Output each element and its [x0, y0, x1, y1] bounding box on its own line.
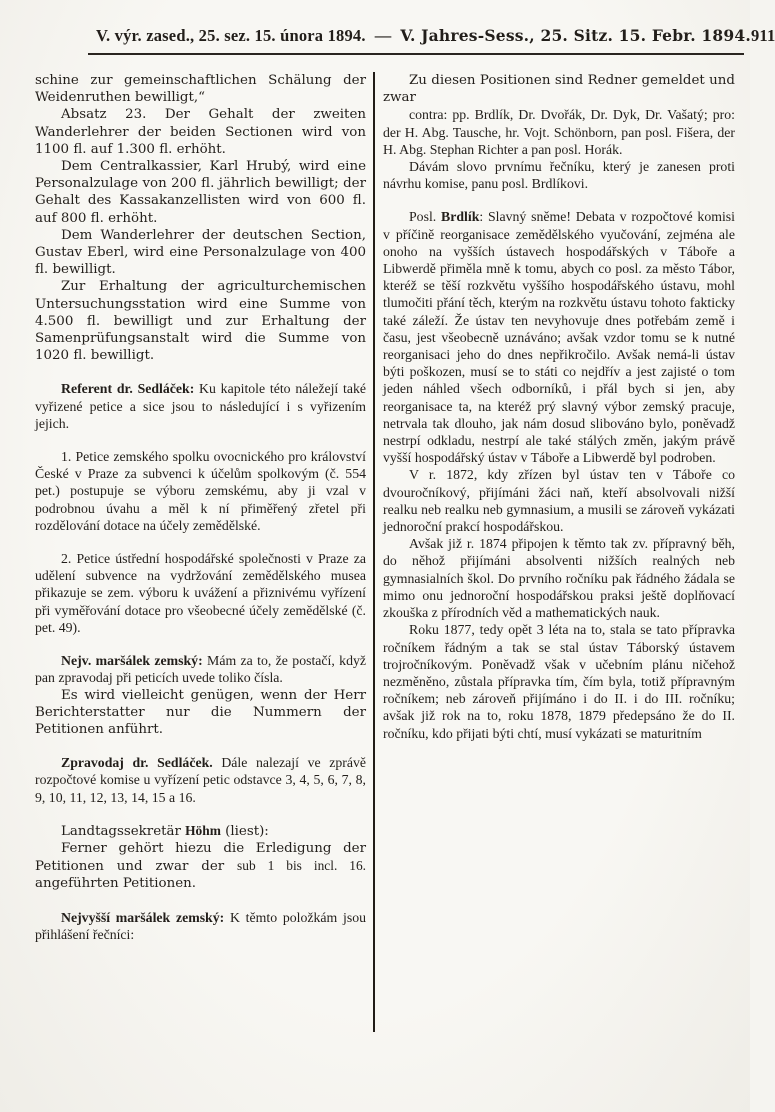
speaker-name: Nejv. maršálek zemský:: [61, 653, 203, 669]
text-run: Dále nalezají ve zprávě rozpočtové komise u vyřízení petic odstavce 3, 4, 5, 6, 7, 8, 9, 10, 11, 12, 13, 14, 15 a 16.: [35, 755, 366, 805]
paragraph: [35, 652, 366, 686]
text-run: Ferner gehört hiezu die Erledigung der Petitionen und zwar der: [35, 840, 366, 875]
text-run: V r. 1872, kdy zřízen byl ústav ten v Táboře co dvouročníkový, přijímáni žáci naň, kteří absolvovali nižší realku neb realku neb gymnasium, a musili se zároveň vykázati jednoroční prakcí hospodářskou.: [383, 467, 735, 535]
speaker-name: Höhm: [185, 822, 221, 838]
text-run: (liest):: [220, 823, 269, 839]
text-run: Dávám slovo prvnímu řečníku, který je zanesen proti návrhu komise, panu posl. Brdlíkovi.: [383, 159, 735, 192]
paragraph: [35, 687, 366, 739]
paragraph: [35, 227, 366, 279]
header-german-date: V. Jahres-Sess., 25. Sitz. 15. Febr. 1894.: [400, 26, 751, 45]
text-run: Landtagssekretär: [61, 823, 186, 839]
text-run: angeführten Petitionen.: [35, 876, 197, 892]
text-run: 2. Petice ústřední hospodářské společnosti v Praze za udělení subvence na vydržování zemědělského musea přikazuje se zem. výboru k uvážení a přiznivému vyřízení při vyměřování dotace pro všeobecné účely zemědělské (č. pet. 49).: [35, 551, 366, 635]
text-run: Posl.: [409, 209, 442, 225]
text-run: Dem Wanderlehrer der deutschen Section, Gustav Eberl, wird eine Personalzulage von 400 fl. bewilligt.: [35, 227, 366, 278]
paragraph: [383, 208, 735, 466]
paragraph: [383, 158, 735, 192]
paragraph: [383, 466, 735, 535]
header-czech-date: V. výr. zased., 25. sez. 15. února 1894.: [96, 26, 366, 45]
text-run: Es wird vielleicht genügen, wenn der Herr Berichterstatter nur die Nummern der Petitionen anführt.: [35, 687, 366, 737]
paragraph: [35, 909, 366, 943]
text-run: schine zur gemeinschaftlichen Schälung der Weidenruthen bewilligt,“: [35, 73, 366, 106]
paragraph: [35, 158, 366, 227]
right-column: [375, 72, 735, 1032]
speaker-name: Zpravodaj dr. Sedláček.: [61, 755, 213, 771]
paragraph: [35, 448, 366, 534]
text-run: Zu diesen Positionen sind Redner gemeldet und zwar: [383, 73, 735, 106]
paragraph: [35, 754, 366, 806]
paragraph: [35, 72, 366, 106]
header-separator: —: [374, 26, 392, 45]
text-run: 1. Petice zemského spolku ovocnického pro království České v Praze za subvenci k účelům spolkovým (č. 554 pet.) postupuje se výboru zemskému, aby ji vzal v podrobnou úvahu a měl k ní přiměřený zřetel při rozdělování dotace na účely zemědělské.: [35, 449, 366, 533]
paragraph: [35, 840, 366, 893]
paragraph: [35, 106, 366, 158]
text-run: sub 1 bis incl. 16.: [237, 858, 366, 874]
page-number: 911: [750, 26, 775, 45]
paragraph: [35, 822, 366, 840]
text-run: : Slavný sněme! Debata v rozpočtové komisi v příčině reorganisace zemědělského vyučování, zejména ale onoho na vyšších ústavech hospodářských v Táboře a Libwerdě přiměla mně k tomu, abych co posl. za město Tábor, kteréž se těší rozkvětu vyššího hospodářského ústavu, mohl tlumočiti přání těch, kterým na rozkvětu ústavu tohoto fakticky také záleží. Že ústav ten nevyhovuje dnes potřebám země i času, jest všeobecně uznáváno; avšak vzdor tomu se k nutné reorganisaci jeho do dnes nepřikročilo. Avšak nemá-li ústav býti poškozen, musí se to státi co nejdřív a jest zajisté o tom jeden náhled všech odborníků, i přál bych si jen, aby reorganisace ta, na kteréž prý slavný výbor zemský pracuje, netrvala tak dlouho, jak nám dosud slibováno bylo, poněvadž nestrpí odkladu, nestrpí ale také stálých změn, jakým právě vyšší hospodářský ústav v Táboře a Libwerdě byl podroben.: [383, 209, 735, 466]
speaker-name: Referent dr. Sedláček:: [61, 381, 195, 397]
paragraph: [35, 278, 366, 364]
text-columns: [35, 72, 735, 1032]
text-run: Roku 1877, tedy opět 3 léta na to, stala se tato přípravka ročníkem řádným a tak se stal ústav Táborský ústavem trojročníkovým. Poněvadž však v učebním plánu ničehož nezměněno, zůstala přípravka tím, čím byla, totiž přípravným ročníkem; neb zároveň přijímáno i do II. i do III. ročníku; avšak již rok na to, roku 1878, 1879 předepsáno že do II. ročníku, kdo přijati býti chtí, musí vykázati se maturitním: [383, 622, 735, 741]
text-run: Ku kapitole této náležejí také vyřizené petice a sice jsou to následující i s vyřizením jejich.: [35, 381, 366, 431]
paragraph: [35, 550, 366, 636]
speaker-name: Brdlík: [441, 209, 480, 225]
page-header: [96, 26, 775, 46]
text-run: Mám za to, že postačí, když pan zpravodaj při peticích uvede toliko čísla.: [35, 653, 367, 686]
text-run: Zur Erhaltung der agriculturchemischen Untersuchungsstation wird eine Summe von 4.500 fl. bewilligt und zur Erhaltung der Samenprüfungsanstalt wird die Summe von 1020 fl. bewilligt.: [35, 279, 366, 364]
header-rule: [88, 53, 744, 55]
speaker-name: Nejvyšší maršálek zemský:: [61, 909, 225, 925]
text-run: contra: pp. Brdlík, Dr. Dvořák, Dr. Dyk, Dr. Vašatý; pro: der H. Abg. Tausche, hr. Vojt. Schönborn, pan posl. Fišera, der H. Abg. Stephan Richter a pan posl. Horák.: [383, 107, 735, 157]
text-run: Dem Centralkassier, Karl Hrubý, wird eine Personalzulage von 200 fl. jährlich bewilligt; der Gehalt des Kassakanzellisten wird von 600 fl. auf 800 fl. erhöht.: [35, 159, 366, 226]
paragraph: [383, 72, 735, 106]
paragraph: [383, 621, 735, 741]
text-run: K těmto položkám jsou přihlášení řečníci:: [35, 909, 366, 942]
text-run: Absatz 23. Der Gehalt der zweiten Wanderlehrer der beiden Sectionen wird von 1100 fl. auf 1.300 fl. erhöht.: [35, 107, 366, 157]
paragraph: [383, 106, 735, 158]
paragraph: [383, 535, 735, 621]
paragraph: [35, 380, 366, 432]
text-run: Avšak již r. 1874 připojen k těmto tak zv. přípravný běh, do něhož přijímáni absolventi nižších realných neb gymnasialních škol. Do prvního ročníku pak řádného žádala se mimo onu jednoroční hospodářskou praksi ještě doplňovací zkouška z přírodních věd a mathematických nauk.: [383, 536, 735, 621]
left-column: [35, 72, 373, 1032]
